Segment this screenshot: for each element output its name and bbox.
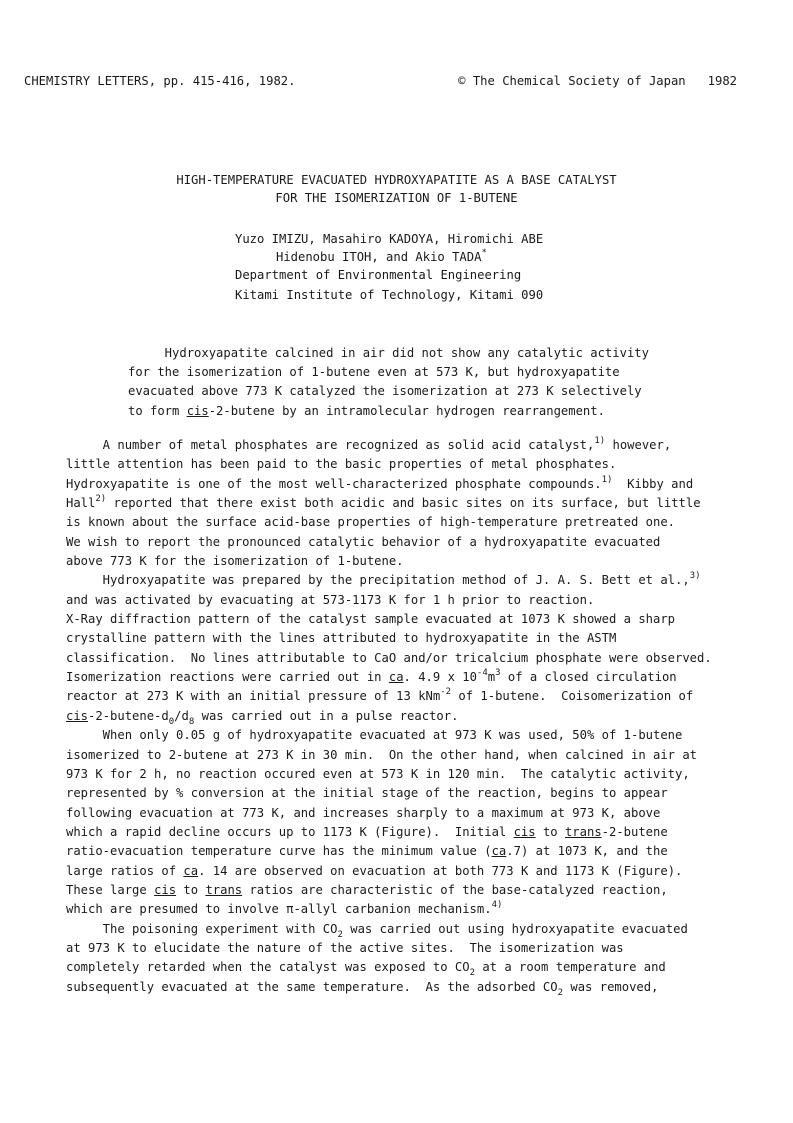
body-line: is known about the surface acid-base properties of high-temperature pretreated one. bbox=[66, 515, 676, 530]
body-line: X-Ray diffraction pattern of the catalyst sample evacuated at 1073 K showed a sharp bbox=[66, 612, 676, 627]
text-span: which a rapid decline occurs up to 1173 K (Figure). Initial bbox=[66, 824, 514, 839]
body-line bbox=[66, 687, 746, 706]
italic-term: cis bbox=[66, 708, 89, 723]
body-line: above 773 K for the isomerization of 1-butene. bbox=[66, 554, 404, 569]
text-span: -2-butene bbox=[601, 824, 668, 839]
subscript: 2 bbox=[337, 929, 343, 940]
text-span: m bbox=[487, 670, 496, 685]
abstract-line: Hydroxyapatite calcined in air did not show any catalytic activity bbox=[128, 346, 649, 360]
reference-mark: 2) bbox=[95, 494, 107, 505]
body-line bbox=[66, 862, 746, 881]
subscript: 2 bbox=[557, 987, 564, 998]
text-span: to bbox=[176, 882, 206, 897]
abstract-line bbox=[128, 402, 688, 421]
text-span: was removed, bbox=[563, 979, 659, 994]
text-span: The poisoning experiment with CO bbox=[66, 921, 338, 936]
subscript: 0 bbox=[168, 716, 175, 727]
exponent: -4 bbox=[476, 668, 488, 679]
body-line bbox=[66, 475, 746, 494]
copyright-notice: © The Chemical Society of Japan 1982 bbox=[458, 74, 737, 88]
italic-term: trans bbox=[205, 882, 243, 897]
italic-term: ca bbox=[183, 863, 199, 878]
body-line bbox=[66, 920, 746, 939]
text-span: completely retarded when the catalyst was exposed to CO bbox=[66, 960, 470, 975]
reference-mark: 4) bbox=[491, 900, 503, 911]
text-span: to bbox=[535, 824, 565, 839]
reference-mark: 3) bbox=[689, 571, 701, 582]
text-span: reported that there exist both acidic and basic sites on its surface, but little bbox=[106, 496, 701, 511]
text-span: of 1-butene. Coisomerization of bbox=[451, 689, 694, 704]
body-line bbox=[66, 978, 746, 997]
abstract-line: for the isomerization of 1-butene even at 573 K, but hydroxyapatite bbox=[128, 365, 620, 380]
body-line bbox=[66, 571, 746, 590]
text-span: however, bbox=[605, 438, 672, 452]
text-span: . 14 are observed on evacuation at both 773 K and 1173 K (Figure). bbox=[198, 863, 683, 878]
text-span: -2-butene by an intramolecular hydrogen rearrangement. bbox=[208, 403, 605, 418]
affiliation-department: Department of Environmental Engineering bbox=[235, 268, 522, 282]
text-span: which are presumed to involve π-allyl carbanion mechanism. bbox=[66, 902, 492, 917]
body-line: 973 K for 2 h, no reaction occured even at 573 K in 120 min. The catalytic activity, bbox=[66, 766, 690, 781]
text-span: reactor at 273 K with an initial pressure of 13 kNm bbox=[66, 689, 441, 704]
text-span: at a room temperature and bbox=[474, 960, 666, 975]
body-line bbox=[66, 881, 746, 900]
body-line bbox=[66, 900, 746, 919]
authors-line-1: Yuzo IMIZU, Masahiro KADOYA, Hiromichi ABE bbox=[235, 232, 544, 246]
text-span: A number of metal phosphates are recognized as solid acid catalyst, bbox=[66, 438, 595, 452]
italic-term: trans bbox=[564, 824, 602, 839]
authors-line-2 bbox=[276, 250, 487, 264]
text-span: Isomerization reactions were carried out in bbox=[66, 670, 389, 685]
exponent: 3 bbox=[495, 668, 501, 679]
text-span: was carried out using hydroxyapatite evacuated bbox=[342, 921, 688, 936]
text-span: subsequently evacuated at the same temperature. As the adsorbed CO bbox=[66, 979, 558, 994]
paper-title-line-1: HIGH-TEMPERATURE EVACUATED HYDROXYAPATITE AS A BASE CATALYST bbox=[176, 173, 617, 187]
affiliation-institute: Kitami Institute of Technology, Kitami 090 bbox=[235, 288, 544, 302]
italic-term: ca bbox=[388, 670, 404, 685]
paper-title-line-2: FOR THE ISOMERIZATION OF 1-BUTENE bbox=[275, 191, 518, 205]
body-line: We wish to report the pronounced catalytic behavior of a hydroxyapatite evacuated bbox=[66, 534, 661, 549]
text-span: to form bbox=[128, 403, 187, 418]
subscript: 8 bbox=[188, 716, 195, 727]
text-span: Kibby and bbox=[612, 476, 694, 491]
body-line: isomerized to 2-butene at 273 K in 30 min. On the other hand, when calcined in air at bbox=[66, 747, 698, 762]
journal-citation: CHEMISTRY LETTERS, pp. 415-416, 1982. bbox=[24, 74, 296, 88]
body-line: classification. No lines attributable to CaO and/or tricalcium phosphate were observed. bbox=[66, 650, 712, 665]
text-span: Hall bbox=[66, 496, 96, 511]
body-line: at 973 K to elucidate the nature of the active sites. The isomerization was bbox=[66, 940, 624, 955]
reference-mark: 1) bbox=[594, 436, 606, 446]
body-line: and was activated by evacuating at 573-1173 K for 1 h prior to reaction. bbox=[66, 592, 595, 607]
abstract-line: evacuated above 773 K catalyzed the isomerization at 273 K selectively bbox=[128, 384, 642, 399]
body-line bbox=[66, 436, 746, 455]
text-span: was carried out in a pulse reactor. bbox=[194, 708, 459, 723]
text-span: -2-butene-d bbox=[88, 708, 169, 723]
abstract bbox=[128, 344, 688, 421]
body-line bbox=[66, 494, 746, 513]
body-line bbox=[66, 707, 746, 726]
text-span: of a closed circulation bbox=[500, 670, 677, 685]
italic-term: cis bbox=[513, 824, 536, 839]
text-span: Hydroxyapatite is one of the most well-characterized phosphate compounds. bbox=[66, 476, 602, 491]
text-span: These large bbox=[66, 882, 155, 897]
body-line: represented by % conversion at the initial stage of the reaction, begins to appear bbox=[66, 786, 668, 801]
corresponding-author-mark: * bbox=[481, 248, 487, 258]
italic-term: ca bbox=[491, 844, 507, 859]
text-span: .7) at 1073 K, and the bbox=[506, 844, 668, 859]
text-span: ratios are characteristic of the base-catalyzed reaction, bbox=[242, 882, 668, 897]
subscript: 2 bbox=[469, 968, 475, 979]
exponent: -2 bbox=[440, 687, 452, 698]
italic-term: cis bbox=[186, 403, 209, 418]
body-line bbox=[66, 958, 746, 977]
body-text bbox=[66, 436, 746, 997]
body-line: crystalline pattern with the lines attributed to hydroxyapatite in the ASTM bbox=[66, 631, 617, 646]
body-line: When only 0.05 g of hydroxyapatite evacuated at 973 K was used, 50% of 1-butene bbox=[66, 728, 683, 743]
text-span: ratio-evacuation temperature curve has the minimum value ( bbox=[66, 844, 492, 859]
authors-line-2-text: Hidenobu ITOH, and Akio TADA bbox=[276, 250, 482, 264]
body-line bbox=[66, 823, 746, 842]
body-line: little attention has been paid to the basic properties of metal phosphates. bbox=[66, 457, 617, 472]
body-line bbox=[66, 668, 746, 687]
italic-term: cis bbox=[154, 882, 177, 897]
text-span: Hydroxyapatite was prepared by the precipitation method of J. A. S. Bett et al., bbox=[66, 573, 690, 588]
text-span: /d bbox=[174, 708, 189, 723]
body-line: following evacuation at 773 K, and increases sharply to a maximum at 973 K, above bbox=[66, 805, 661, 820]
body-line bbox=[66, 842, 746, 861]
text-span: . 4.9 x 10 bbox=[403, 670, 477, 685]
text-span: large ratios of bbox=[66, 863, 184, 878]
reference-mark: 1) bbox=[601, 474, 613, 485]
